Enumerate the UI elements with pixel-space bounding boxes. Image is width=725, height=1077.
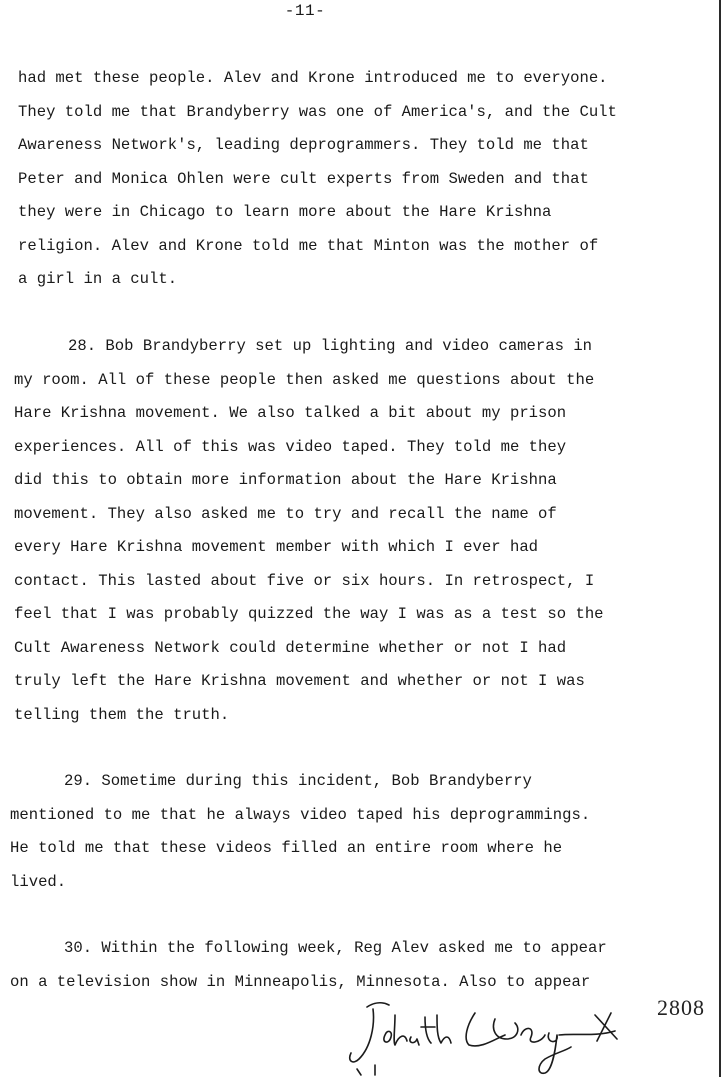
text-line: did this to obtain more information about the Hare Krishna [14,471,557,489]
page-edge-rule [719,0,721,1077]
text-line: Hare Krishna movement. We also talked a bit about my prison [14,404,567,422]
text-line: every Hare Krishna movement member with which I ever had [14,538,539,556]
text-line: Peter and Monica Ohlen were cult experts from Sweden and that [18,169,589,188]
text-line: truly left the Hare Krishna movement and whether or not I was [14,672,585,690]
paragraph-30 [10,932,700,999]
signature-image [345,995,645,1077]
text-line: experiences. All of this was video taped. They told me they [14,437,567,456]
text-line: contact. This lasted about five or six hours. In retrospect, I [14,571,595,590]
text-line: They told me that Brandyberry was one of America's, and the Cult [18,102,617,121]
bates-stamp-number: 2808 [657,995,705,1020]
text-line: mentioned to me that he always video taped his deprogrammings. [10,805,591,824]
page-number: -11- [284,2,326,20]
text-line: 30. Within the following week, Reg Alev asked me to appear [64,939,607,957]
text-line: Awareness Network's, leading deprogrammers. They told me that [18,136,589,154]
text-line: my room. All of these people then asked me questions about the [14,370,595,389]
text-line: Cult Awareness Network could determine whether or not I had [14,638,567,657]
text-line: a girl in a cult. [18,270,178,288]
text-line: telling them the truth. [14,705,230,724]
text-line: had met these people. Alev and Krone introduced me to everyone. [18,69,608,87]
text-line: feel that I was probably quizzed the way I was as a test so the [14,605,604,623]
text-line: lived. [10,872,67,891]
text-line: 29. Sometime during this incident, Bob Brandyberry [64,772,532,790]
text-line: they were in Chicago to learn more about the Hare Krishna [18,203,552,221]
paragraph-28 [14,330,704,732]
text-line: He told me that these videos filled an entire room where he [10,839,563,857]
text-line: religion. Alev and Krone told me that Minton was the mother of [18,236,599,255]
text-line: on a television show in Minneapolis, Minnesota. Also to appear [10,972,591,991]
text-line: movement. They also asked me to try and recall the name of [14,504,557,523]
paragraph-continuation [18,62,708,297]
paragraph-29 [10,765,700,899]
text-line: 28. Bob Brandyberry set up lighting and video cameras in [68,337,593,355]
